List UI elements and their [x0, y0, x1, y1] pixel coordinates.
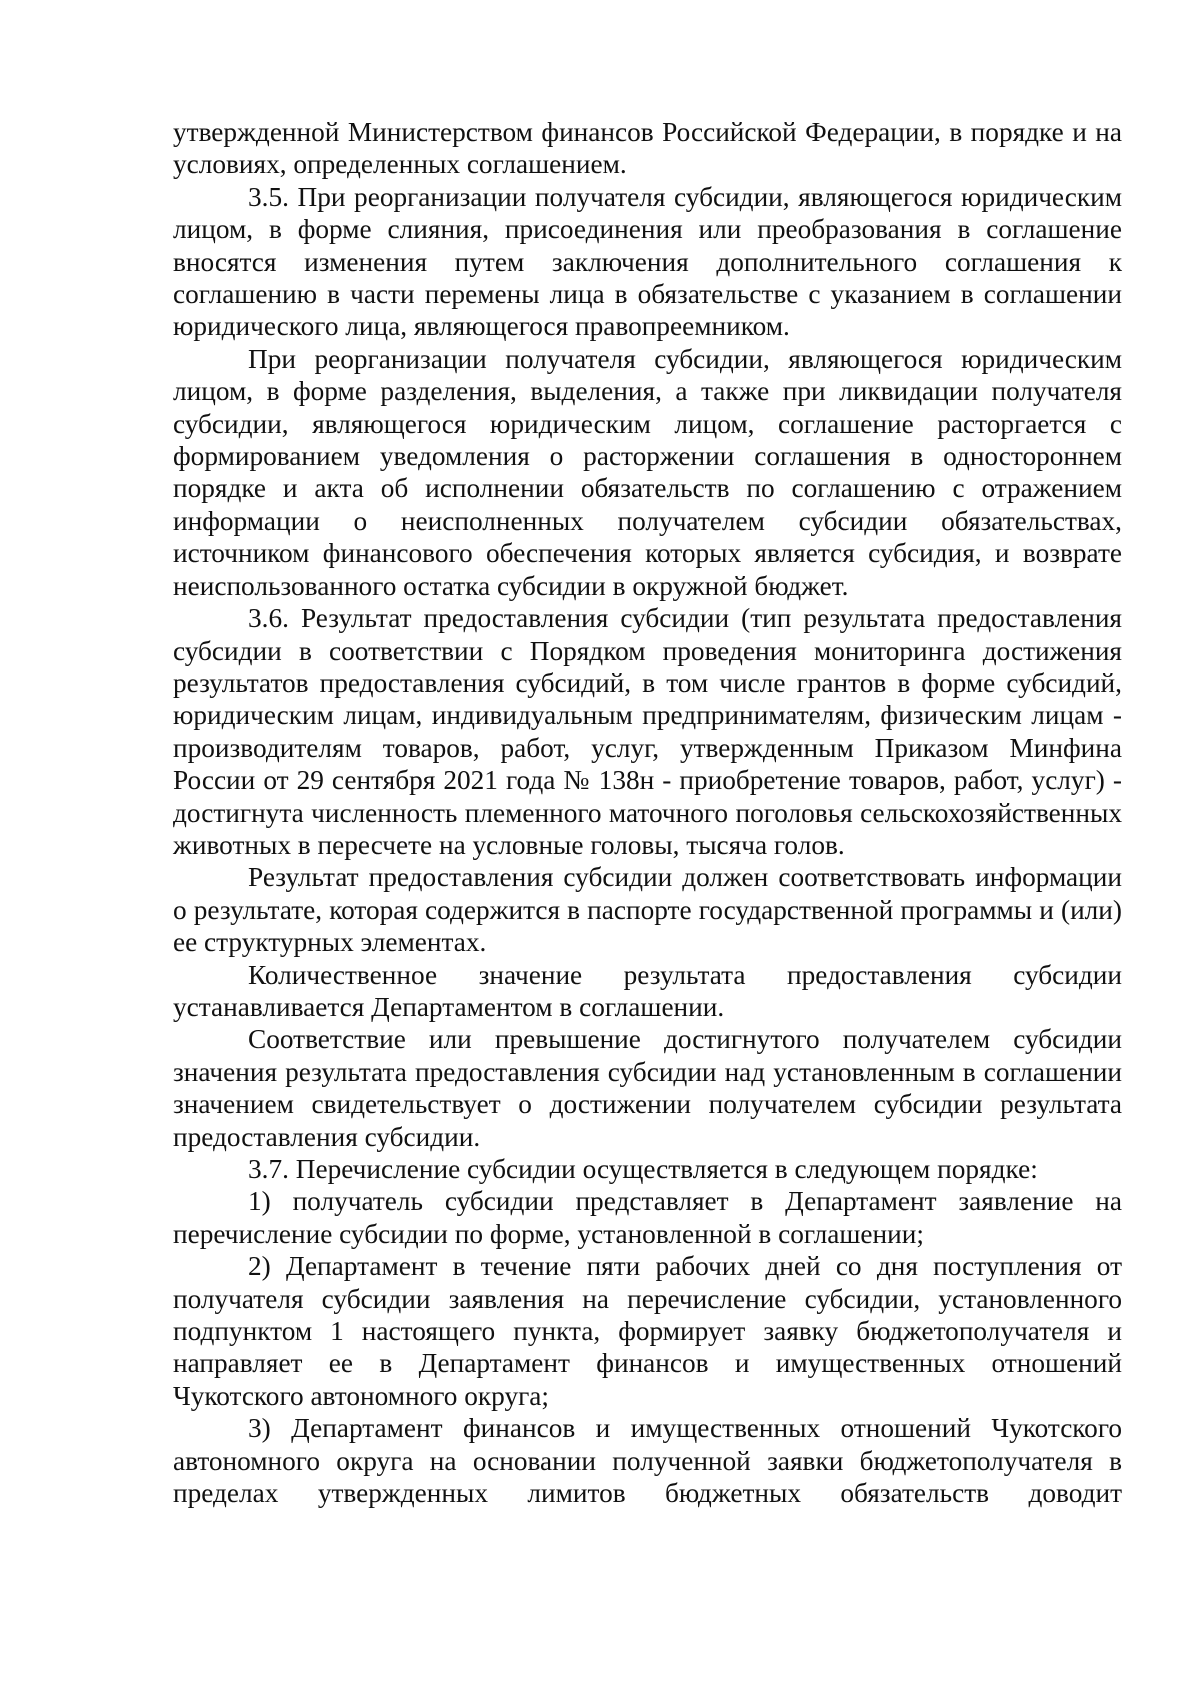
paragraph-continuation: утвержденной Министерством финансов Российской Федерации, в порядке и на условиях, определенных соглашением. [173, 117, 1122, 180]
document-body [173, 116, 1122, 1509]
paragraph-quantitative-value: Количественное значение результата предоставления субсидии устанавливается Департаментом в соглашении. [173, 959, 1122, 1022]
paragraph-3-5: 3.5. При реорганизации получателя субсидии, являющегося юридическим лицом, в форме слияния, присоединения или преобразования в соглашение вносятся изменения путем заключения дополнительного соглашения к соглашению в части перемены лица в обязательстве с указанием в соглашении юридического лица, являющегося правопреемником. [173, 181, 1122, 342]
paragraph-reorganization-liquidation: При реорганизации получателя субсидии, являющегося юридическим лицом, в форме разделения, выделения, а также при ликвидации получателя субсидии, являющегося юридическим лицом, соглашение расторгается с формированием уведомления о расторжении соглашения в одностороннем порядке и акта об исполнении обязательств по соглашению с отражением информации о неисполненных получателем субсидии обязательствах, источником финансового обеспечения которых является субсидия, и возврате неиспользованного остатка субсидии в окружной бюджет. [173, 343, 1122, 601]
list-item-3: 3) Департамент финансов и имущественных отношений Чукотского автономного округа на основании полученной заявки бюджетополучателя в пределах утвержденных лимитов бюджетных обязательств доводит [173, 1413, 1122, 1509]
paragraph-result-correspondence: Результат предоставления субсидии должен соответствовать информации о результате, которая содержится в паспорте государственной программы и (или) ее структурных элементах. [173, 862, 1122, 958]
list-item-1: 1) получатель субсидии представляет в Департамент заявление на перечисление субсидии по форме, установленной в соглашении; [173, 1186, 1122, 1249]
list-item-2: 2) Департамент в течение пяти рабочих дней со дня поступления от получателя субсидии заявления на перечисление субсидии, установленного подпунктом 1 настоящего пункта, формирует заявку бюджетополучателя и направляет ее в Департамент финансов и имущественных отношений Чукотского автономного округа; [173, 1251, 1122, 1411]
paragraph-3-6: 3.6. Результат предоставления субсидии (тип результата предоставления субсидии в соответствии с Порядком проведения мониторинга достижения результатов предоставления субсидий, в том числе грантов в форме субсидий, юридическим лицам, индивидуальным предпринимателям, физическим лицам - производителям товаров, работ, услуг, утвержденным Приказом Минфина России от 29 сентября 2021 года № 138н - приобретение товаров, работ, услуг) - достигнута численность племенного маточного поголовья сельскохозяйственных животных в пересчете на условные головы, тысяча голов. [173, 603, 1122, 860]
paragraph-3-7: 3.7. Перечисление субсидии осуществляется в следующем порядке: [248, 1154, 1038, 1184]
paragraph-result-achievement: Соответствие или превышение достигнутого получателем субсидии значения результата предоставления субсидии над установленным в соглашении значением свидетельствует о достижении получателем субсидии результата предоставления субсидии. [173, 1024, 1122, 1152]
